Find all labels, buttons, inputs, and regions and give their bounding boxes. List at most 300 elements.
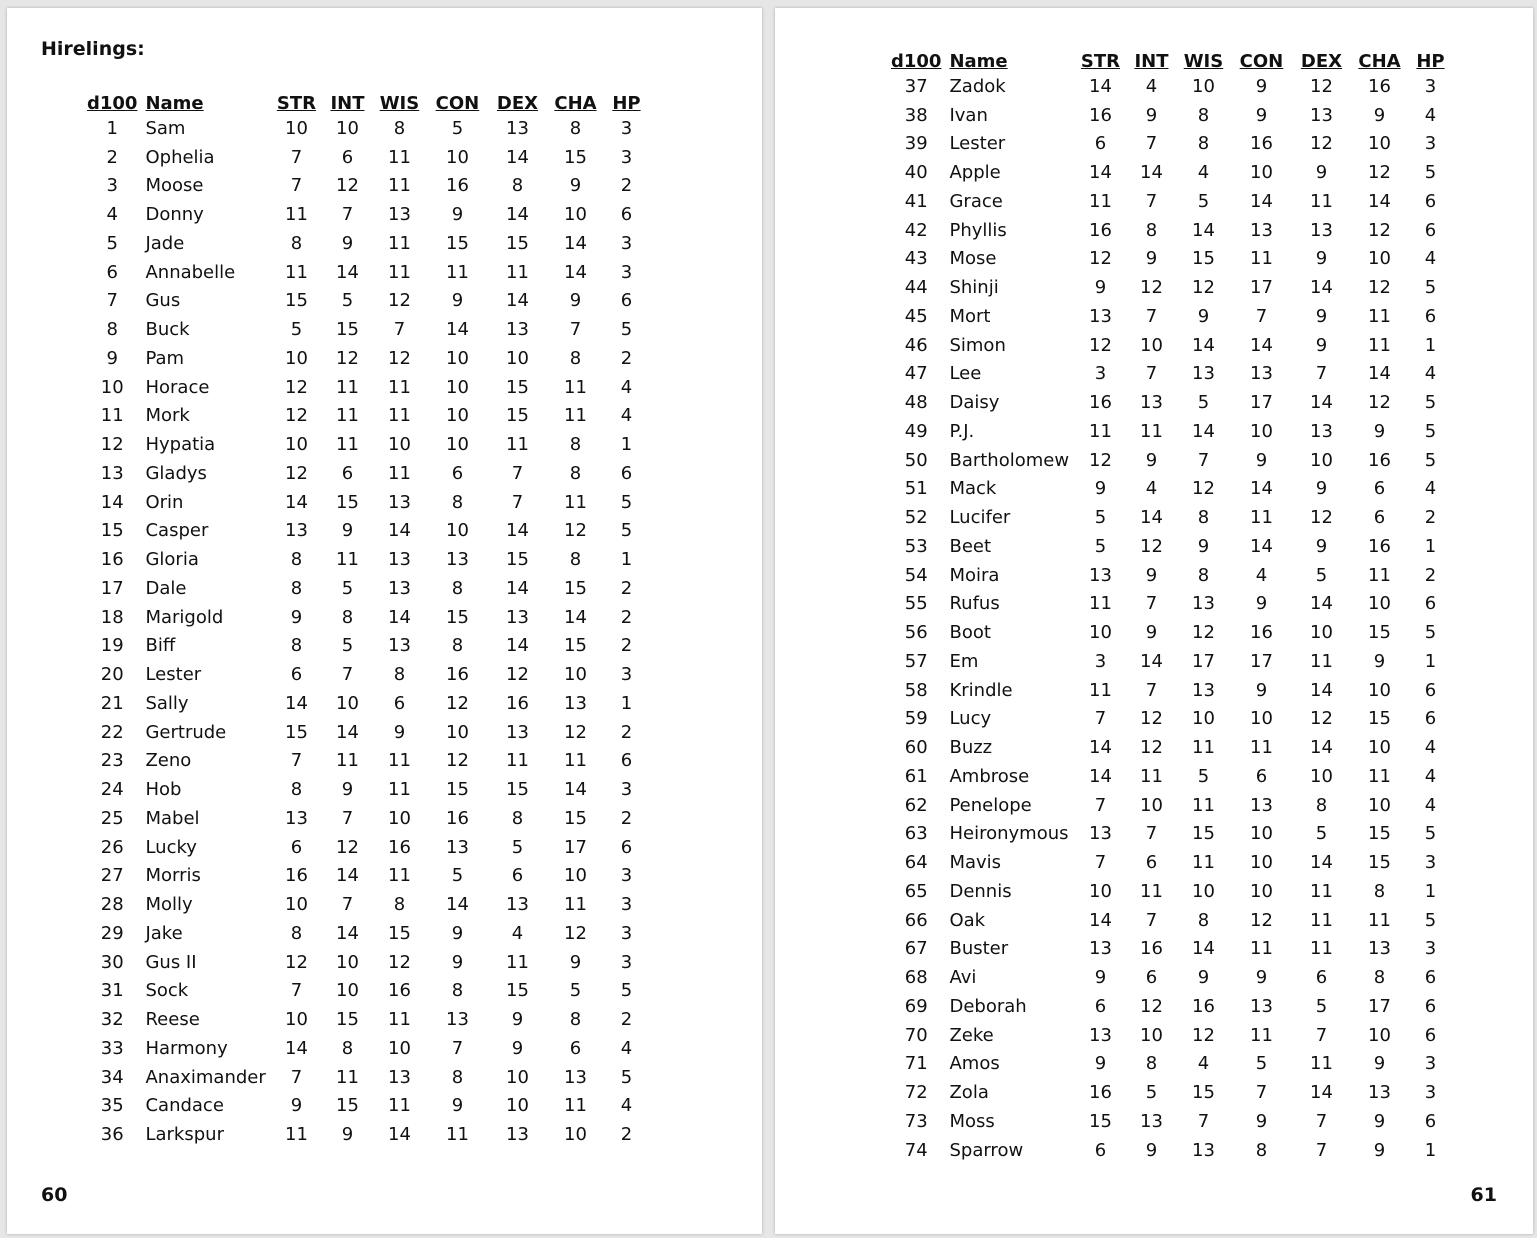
cell-d100: 60 — [904, 737, 928, 759]
cell-cha: 16 — [1368, 535, 1391, 557]
cell-d100: 15 — [100, 520, 124, 542]
cell-con: 15 — [446, 779, 469, 801]
table-row — [891, 245, 1451, 274]
cell-int: 9 — [1145, 622, 1158, 644]
table-row — [891, 130, 1451, 159]
cell-name: Ophelia — [145, 146, 215, 168]
cell-wis: 9 — [393, 721, 406, 743]
cell-cha: 14 — [564, 232, 587, 254]
cell-wis: 10 — [1192, 708, 1215, 730]
cell-int: 6 — [1145, 852, 1158, 874]
cell-hp: 2 — [620, 606, 633, 628]
table-row — [891, 72, 1451, 101]
cell-str: 15 — [285, 290, 308, 312]
cell-dex: 7 — [1315, 1110, 1328, 1132]
cell-hp: 2 — [620, 347, 633, 369]
cell-cha: 10 — [1368, 794, 1391, 816]
cell-dex: 11 — [506, 750, 529, 772]
cell-dex: 15 — [506, 980, 529, 1002]
cell-d100: 4 — [106, 204, 118, 226]
cell-hp: 6 — [1424, 219, 1437, 241]
cell-cha: 15 — [1368, 852, 1391, 874]
table-row — [891, 935, 1451, 964]
cell-cha: 10 — [1368, 737, 1391, 759]
cell-dex: 5 — [511, 836, 524, 858]
cell-int: 12 — [336, 836, 359, 858]
cell-name: Apple — [949, 162, 1001, 184]
cell-name: Lee — [949, 363, 982, 385]
table-row — [891, 791, 1451, 820]
cell-cha: 11 — [564, 491, 587, 513]
cell-str: 14 — [285, 692, 308, 714]
cell-name: Jake — [145, 922, 183, 944]
table-row — [87, 517, 647, 546]
cell-con: 8 — [451, 1066, 464, 1088]
cell-dex: 12 — [506, 664, 529, 686]
cell-str: 9 — [1094, 277, 1107, 299]
cell-d100: 42 — [904, 219, 928, 241]
cell-hp: 6 — [1424, 967, 1437, 989]
cell-name: Em — [949, 650, 979, 672]
cell-dex: 15 — [506, 376, 529, 398]
cell-d100: 9 — [106, 347, 118, 369]
cell-d100: 40 — [904, 162, 928, 184]
cell-cha: 8 — [569, 434, 582, 456]
cell-wis: 13 — [1192, 679, 1215, 701]
cell-dex: 14 — [1310, 737, 1333, 759]
cell-d100: 21 — [100, 692, 124, 714]
cell-cha: 11 — [564, 750, 587, 772]
table-row — [87, 315, 647, 344]
cell-con: 6 — [1255, 765, 1268, 787]
cell-name: Sally — [145, 692, 189, 714]
cell-str: 8 — [290, 577, 303, 599]
cell-name: Sam — [145, 117, 186, 139]
cell-name: Simon — [949, 334, 1006, 356]
cell-hp: 5 — [620, 319, 633, 341]
cell-d100: 29 — [100, 922, 124, 944]
cell-con: 13 — [1250, 363, 1273, 385]
cell-dex: 15 — [506, 549, 529, 571]
table-row — [87, 833, 647, 862]
cell-str: 12 — [1089, 248, 1112, 270]
table-row — [891, 1078, 1451, 1107]
cell-d100: 56 — [904, 622, 928, 644]
cell-con: 10 — [1250, 162, 1273, 184]
cell-int: 12 — [1140, 737, 1163, 759]
cell-wis: 7 — [1197, 1110, 1210, 1132]
cell-hp: 4 — [1424, 478, 1437, 500]
cell-hp: 3 — [1424, 1082, 1437, 1104]
cell-wis: 10 — [1192, 880, 1215, 902]
cell-dex: 14 — [506, 290, 529, 312]
cell-name: Dale — [145, 577, 187, 599]
table-row — [891, 101, 1451, 130]
cell-int: 7 — [1145, 909, 1158, 931]
cell-cha: 10 — [564, 1124, 587, 1146]
cell-d100: 1 — [106, 117, 118, 139]
cell-str: 15 — [285, 721, 308, 743]
cell-dex: 15 — [506, 405, 529, 427]
cell-cha: 12 — [1368, 277, 1391, 299]
cell-con: 8 — [451, 635, 464, 657]
cell-con: 8 — [1255, 1139, 1268, 1161]
cell-dex: 5 — [1315, 823, 1328, 845]
cell-con: 8 — [451, 980, 464, 1002]
cell-str: 11 — [1089, 679, 1112, 701]
cell-wis: 15 — [1192, 1082, 1215, 1104]
right-page — [775, 8, 1533, 1234]
cell-d100: 37 — [904, 75, 928, 97]
cell-str: 10 — [285, 347, 308, 369]
cell-cha: 15 — [564, 807, 587, 829]
cell-dex: 13 — [506, 319, 529, 341]
cell-dex: 9 — [1315, 248, 1328, 270]
cell-con: 12 — [446, 692, 469, 714]
cell-int: 5 — [341, 577, 354, 599]
cell-dex: 11 — [506, 951, 529, 973]
cell-d100: 61 — [904, 765, 928, 787]
cell-con: 11 — [1250, 507, 1273, 529]
table-row — [891, 1136, 1451, 1165]
table-row — [891, 733, 1451, 762]
cell-hp: 3 — [620, 146, 633, 168]
cell-hp: 2 — [620, 1009, 633, 1031]
table-row — [87, 747, 647, 776]
cell-wis: 16 — [1192, 995, 1215, 1017]
cell-name: Zadok — [949, 75, 1006, 97]
table-row — [891, 877, 1451, 906]
cell-dex: 10 — [1310, 449, 1333, 471]
column-header-wis: WIS — [1183, 51, 1224, 72]
cell-name: Gertrude — [145, 721, 227, 743]
cell-d100: 59 — [904, 708, 928, 730]
cell-str: 12 — [1089, 334, 1112, 356]
cell-cha: 12 — [1368, 162, 1391, 184]
cell-con: 9 — [1255, 449, 1268, 471]
cell-d100: 44 — [904, 277, 928, 299]
column-header-hp: HP — [1416, 51, 1445, 72]
cell-cha: 12 — [564, 922, 587, 944]
cell-name: Gladys — [145, 462, 207, 484]
table-row — [891, 1107, 1451, 1136]
cell-hp: 5 — [1424, 909, 1437, 931]
table-row — [87, 172, 647, 201]
cell-name: Harmony — [145, 1037, 228, 1059]
cell-hp: 6 — [620, 836, 633, 858]
cell-name: Buzz — [949, 737, 993, 759]
cell-cha: 14 — [564, 779, 587, 801]
cell-con: 9 — [451, 204, 464, 226]
cell-int: 9 — [341, 1124, 354, 1146]
cell-dex: 11 — [1310, 909, 1333, 931]
cell-cha: 10 — [564, 865, 587, 887]
cell-cha: 6 — [569, 1037, 582, 1059]
cell-int: 15 — [336, 319, 359, 341]
cell-d100: 49 — [904, 420, 928, 442]
cell-dex: 10 — [506, 1095, 529, 1117]
cell-d100: 39 — [904, 133, 928, 155]
cell-str: 14 — [285, 1037, 308, 1059]
cell-wis: 10 — [388, 807, 411, 829]
cell-name: Moose — [145, 175, 204, 197]
cell-str: 11 — [1089, 190, 1112, 212]
table-row — [87, 603, 647, 632]
cell-name: Gus — [145, 290, 181, 312]
cell-name: Anaximander — [145, 1066, 266, 1088]
cell-str: 7 — [1094, 794, 1107, 816]
cell-cha: 11 — [1368, 334, 1391, 356]
cell-d100: 17 — [100, 577, 124, 599]
cell-int: 7 — [341, 664, 354, 686]
cell-wis: 9 — [1197, 967, 1210, 989]
page-number: 61 — [1470, 1184, 1497, 1206]
cell-name: Zola — [949, 1082, 989, 1104]
cell-hp: 2 — [620, 635, 633, 657]
cell-wis: 17 — [1192, 650, 1215, 672]
cell-str: 14 — [1089, 909, 1112, 931]
cell-hp: 6 — [1424, 1110, 1437, 1132]
cell-cha: 11 — [564, 1095, 587, 1117]
cell-wis: 11 — [388, 750, 411, 772]
cell-dex: 9 — [511, 1009, 524, 1031]
column-header-str: STR — [276, 93, 317, 114]
cell-cha: 8 — [569, 117, 582, 139]
cell-wis: 12 — [1192, 277, 1215, 299]
table-row — [87, 1063, 647, 1092]
cell-cha: 10 — [564, 664, 587, 686]
cell-d100: 66 — [904, 909, 928, 931]
table-row — [87, 919, 647, 948]
cell-int: 6 — [341, 462, 354, 484]
cell-name: Ambrose — [949, 765, 1030, 787]
cell-hp: 1 — [1424, 535, 1437, 557]
cell-name: Sock — [145, 980, 189, 1002]
cell-cha: 8 — [1373, 880, 1386, 902]
cell-con: 11 — [1250, 248, 1273, 270]
table-row — [891, 647, 1451, 676]
cell-wis: 11 — [388, 1095, 411, 1117]
cell-name: Mack — [949, 478, 997, 500]
cell-int: 8 — [1145, 1053, 1158, 1075]
cell-dex: 8 — [511, 175, 524, 197]
table-row — [891, 676, 1451, 705]
cell-dex: 15 — [506, 779, 529, 801]
table-row — [891, 1050, 1451, 1079]
table-row — [87, 287, 647, 316]
cell-str: 7 — [290, 750, 303, 772]
cell-hp: 5 — [1424, 162, 1437, 184]
cell-int: 7 — [341, 807, 354, 829]
cell-hp: 5 — [620, 491, 633, 513]
cell-cha: 11 — [1368, 909, 1391, 931]
cell-hp: 3 — [620, 951, 633, 973]
table-row — [891, 590, 1451, 619]
cell-int: 9 — [1145, 449, 1158, 471]
cell-d100: 48 — [904, 392, 928, 414]
cell-wis: 11 — [388, 865, 411, 887]
cell-wis: 10 — [388, 1037, 411, 1059]
column-header-d100: d100 — [891, 51, 942, 72]
table-row — [891, 992, 1451, 1021]
table-row — [87, 689, 647, 718]
cell-d100: 45 — [904, 305, 928, 327]
cell-cha: 8 — [569, 347, 582, 369]
cell-name: Larkspur — [145, 1124, 224, 1146]
cell-cha: 16 — [1368, 75, 1391, 97]
cell-con: 13 — [1250, 794, 1273, 816]
cell-cha: 8 — [569, 1009, 582, 1031]
cell-str: 5 — [1094, 507, 1107, 529]
cell-wis: 13 — [1192, 593, 1215, 615]
cell-wis: 6 — [393, 692, 406, 714]
cell-dex: 9 — [1315, 305, 1328, 327]
cell-con: 13 — [1250, 995, 1273, 1017]
cell-int: 14 — [1140, 650, 1163, 672]
cell-dex: 14 — [506, 146, 529, 168]
cell-str: 14 — [1089, 765, 1112, 787]
cell-hp: 2 — [620, 1124, 633, 1146]
cell-cha: 9 — [569, 951, 582, 973]
cell-dex: 12 — [1310, 708, 1333, 730]
cell-int: 11 — [336, 405, 359, 427]
cell-cha: 11 — [564, 376, 587, 398]
cell-d100: 64 — [904, 852, 928, 874]
cell-str: 7 — [1094, 708, 1107, 730]
cell-name: Marigold — [145, 606, 224, 628]
table-row — [891, 388, 1451, 417]
cell-wis: 11 — [388, 232, 411, 254]
cell-cha: 11 — [564, 405, 587, 427]
table-row — [891, 820, 1451, 849]
cell-hp: 5 — [620, 1066, 633, 1088]
cell-hp: 6 — [1424, 708, 1437, 730]
cell-cha: 6 — [1373, 478, 1386, 500]
cell-wis: 11 — [388, 261, 411, 283]
cell-dex: 11 — [1310, 1053, 1333, 1075]
cell-name: Mabel — [145, 807, 200, 829]
cell-con: 10 — [446, 376, 469, 398]
cell-dex: 14 — [1310, 593, 1333, 615]
cell-str: 3 — [1094, 363, 1107, 385]
cell-str: 14 — [285, 491, 308, 513]
cell-int: 14 — [336, 922, 359, 944]
cell-wis: 8 — [393, 894, 406, 916]
cell-wis: 11 — [388, 462, 411, 484]
cell-int: 11 — [336, 549, 359, 571]
cell-wis: 9 — [1197, 535, 1210, 557]
cell-hp: 1 — [1424, 650, 1437, 672]
column-header-con: CON — [435, 93, 480, 114]
column-header-wis: WIS — [379, 93, 420, 114]
table-row — [87, 660, 647, 689]
cell-str: 12 — [285, 951, 308, 973]
cell-d100: 67 — [904, 938, 928, 960]
cell-name: Shinji — [949, 277, 999, 299]
cell-int: 8 — [341, 1037, 354, 1059]
cell-wis: 13 — [388, 204, 411, 226]
cell-str: 10 — [285, 434, 308, 456]
cell-hp: 3 — [1424, 1053, 1437, 1075]
table-row — [87, 143, 647, 172]
table-row — [87, 1092, 647, 1121]
cell-name: Boot — [949, 622, 991, 644]
cell-d100: 68 — [904, 967, 928, 989]
cell-dex: 11 — [1310, 938, 1333, 960]
cell-d100: 10 — [100, 376, 124, 398]
table-row — [891, 503, 1451, 532]
cell-cha: 10 — [1368, 1024, 1391, 1046]
cell-dex: 9 — [511, 1037, 524, 1059]
cell-wis: 11 — [1192, 737, 1215, 759]
table-row — [891, 331, 1451, 360]
cell-wis: 10 — [1192, 75, 1215, 97]
cell-name: Grace — [949, 190, 1003, 212]
cell-hp: 5 — [620, 520, 633, 542]
cell-cha: 17 — [1368, 995, 1391, 1017]
cell-int: 9 — [1145, 1139, 1158, 1161]
cell-wis: 8 — [1197, 507, 1210, 529]
cell-hp: 3 — [620, 117, 633, 139]
cell-int: 14 — [1140, 162, 1163, 184]
cell-str: 8 — [290, 779, 303, 801]
table-row — [891, 475, 1451, 504]
cell-name: P.J. — [949, 420, 975, 442]
cell-int: 6 — [1145, 967, 1158, 989]
cell-dex: 12 — [1310, 75, 1333, 97]
cell-int: 9 — [341, 520, 354, 542]
cell-dex: 8 — [1315, 794, 1328, 816]
cell-int: 10 — [1140, 334, 1163, 356]
cell-con: 10 — [446, 405, 469, 427]
cell-con: 6 — [451, 462, 464, 484]
table-row — [891, 906, 1451, 935]
cell-int: 7 — [1145, 305, 1158, 327]
cell-int: 15 — [336, 491, 359, 513]
cell-hp: 4 — [1424, 363, 1437, 385]
cell-int: 8 — [1145, 219, 1158, 241]
cell-wis: 11 — [1192, 794, 1215, 816]
cell-d100: 63 — [904, 823, 928, 845]
cell-name: Zeno — [145, 750, 192, 772]
table-row — [891, 187, 1451, 216]
table-row — [891, 158, 1451, 187]
cell-dex: 4 — [511, 922, 524, 944]
cell-wis: 13 — [388, 549, 411, 571]
cell-d100: 65 — [904, 880, 928, 902]
cell-cha: 13 — [1368, 1082, 1391, 1104]
cell-d100: 14 — [100, 491, 124, 513]
cell-d100: 73 — [904, 1110, 928, 1132]
cell-hp: 3 — [620, 894, 633, 916]
table-row — [891, 1021, 1451, 1050]
cell-int: 10 — [1140, 794, 1163, 816]
cell-dex: 14 — [1310, 1082, 1333, 1104]
table-row — [87, 402, 647, 431]
cell-cha: 9 — [569, 290, 582, 312]
cell-str: 16 — [285, 865, 308, 887]
cell-con: 12 — [446, 750, 469, 772]
cell-str: 12 — [285, 462, 308, 484]
cell-d100: 23 — [100, 750, 124, 772]
cell-int: 7 — [1145, 593, 1158, 615]
table-row — [87, 229, 647, 258]
cell-con: 11 — [446, 261, 469, 283]
cell-str: 3 — [1094, 650, 1107, 672]
cell-str: 11 — [285, 1124, 308, 1146]
cell-hp: 5 — [1424, 277, 1437, 299]
cell-int: 13 — [1140, 392, 1163, 414]
